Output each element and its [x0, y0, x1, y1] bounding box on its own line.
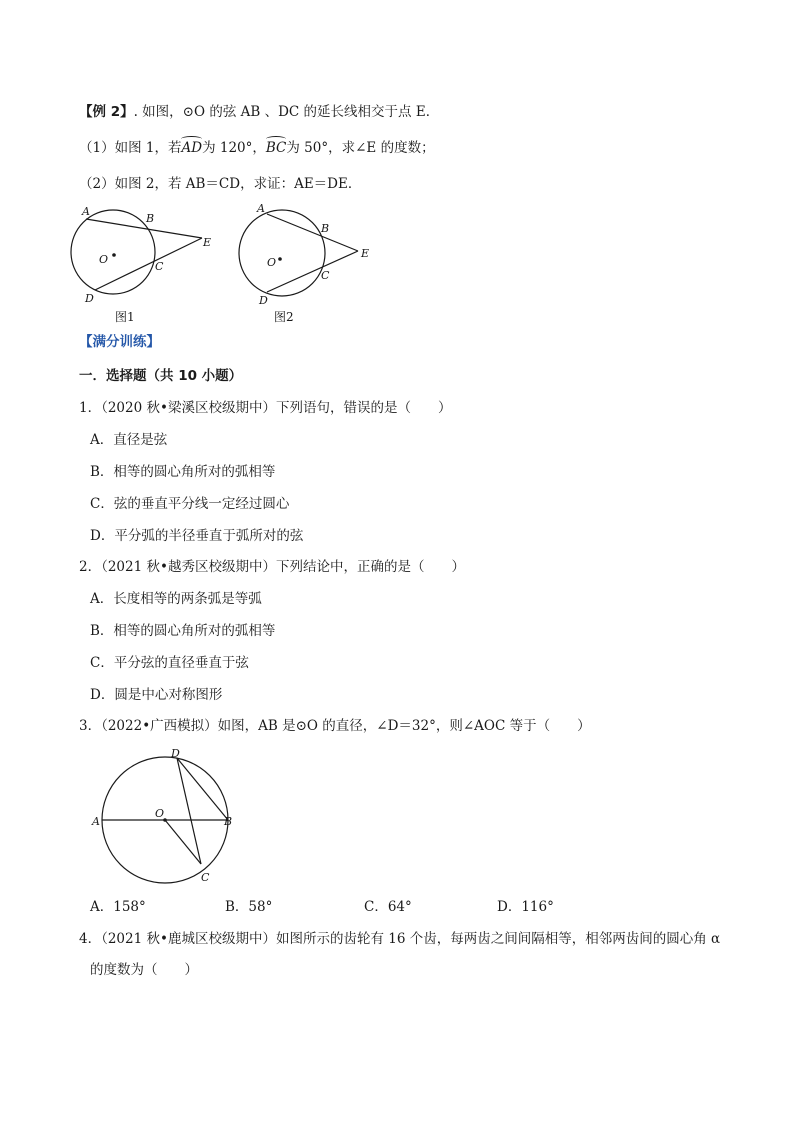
example-label: 【例 2】 [79, 104, 134, 120]
q3-option-c: C．64° [364, 899, 412, 915]
fig1-label-c: C [155, 260, 164, 273]
example-question-2: （2）如图 2，若 AB＝CD，求证：AE＝DE． [79, 176, 362, 192]
fig1-caption: 图1 [115, 310, 135, 324]
fig1-line-de [95, 238, 202, 290]
q3-label-c: C [201, 871, 210, 884]
q3-label-o: O [155, 807, 165, 820]
fig1-line-ae [86, 219, 202, 238]
fig2-circle [239, 210, 325, 296]
fig2-line-de [267, 251, 358, 292]
arc-ad: AD [181, 140, 203, 156]
fig2-center-dot [278, 257, 282, 261]
q3-label-d: D [171, 747, 180, 760]
example-question-1: （1）如图 1，若AD为 120°，BC为 50°，求∠E 的度数； [79, 140, 435, 156]
figure-2 [230, 200, 400, 330]
q1-option-a: A．直径是弦 [90, 432, 168, 448]
figure-1 [62, 200, 232, 330]
fig1-label-d: D [85, 292, 94, 305]
arc-bc: BC [265, 140, 287, 156]
fig2-line-ae [267, 214, 358, 251]
question-2-stem: 2．（2021 秋•越秀区校级期中）下列结论中，正确的是（ ） [79, 559, 465, 575]
q3-option-d: D．116° [497, 899, 554, 915]
fig2-label-c: C [321, 269, 330, 282]
q2-option-c: C．平分弦的直径垂直于弦 [90, 655, 249, 671]
example-title [79, 103, 439, 121]
question-1-stem: 1．（2020 秋•梁溪区校级期中）下列语句，错误的是（ ） [79, 400, 452, 416]
q1-option-d: D．平分弧的半径垂直于弧所对的弦 [90, 528, 304, 544]
fig2-label-o: O [267, 256, 277, 269]
fig2-label-e: E [361, 247, 370, 260]
q1-option-b: B．相等的圆心角所对的弧相等 [90, 464, 276, 480]
q3-option-a: A．158° [90, 899, 146, 915]
section-title: 一．选择题（共 10 小题） [79, 368, 243, 384]
question-3-stem: 3．（2022•广西模拟）如图，AB 是⊙O 的直径，∠D＝32°，则∠AOC 等于（ ） [79, 718, 591, 734]
q2-option-b: B．相等的圆心角所对的弧相等 [90, 623, 276, 639]
q2-option-a: A．长度相等的两条弧是等弧 [90, 591, 262, 607]
q3-option-b: B．58° [225, 899, 273, 915]
question-4-stem-line1: 4．（2021 秋•鹿城区校级期中）如图所示的齿轮有 16 个齿，每两齿之间间隔相等，相邻两齿间的圆心角 α [79, 931, 721, 947]
example-text: . 如图，⊙O 的弦 AB 、DC 的延长线相交于点 E． [133, 104, 440, 120]
fig2-caption: 图2 [274, 310, 294, 324]
training-header: 【满分训练】 [79, 334, 160, 350]
q2-option-d: D．圆是中心对称图形 [90, 687, 223, 703]
fig1-label-e: E [203, 236, 212, 249]
q3-label-b: B [224, 815, 233, 828]
fig1-center-dot [112, 253, 116, 257]
q3-label-a: A [92, 815, 100, 828]
fig2-label-a: A [257, 202, 265, 215]
fig1-label-b: B [146, 212, 155, 225]
q3-line-dc [177, 758, 201, 864]
figure-q3 [85, 742, 245, 892]
fig2-label-b: B [321, 222, 330, 235]
question-4-stem-line2: 的度数为（ ） [90, 962, 198, 978]
fig2-label-d: D [259, 294, 268, 307]
q1-option-c: C．弦的垂直平分线一定经过圆心 [90, 496, 290, 512]
fig1-label-a: A [82, 205, 90, 218]
fig1-label-o: O [99, 253, 109, 266]
